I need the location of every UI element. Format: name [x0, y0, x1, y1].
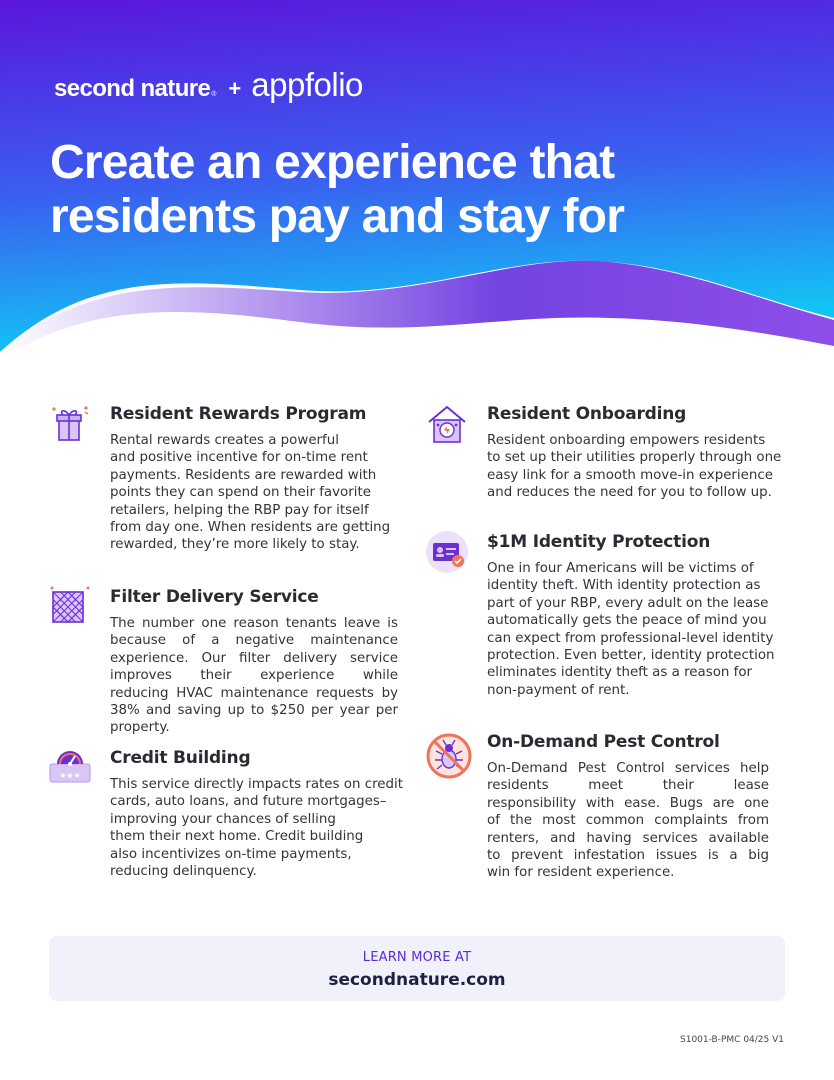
feature-resident-rewards	[48, 402, 418, 562]
appfolio-logo: appfolio	[251, 66, 363, 103]
website-link[interactable]: secondnature.com	[328, 970, 506, 990]
feature-description: Rental rewards creates a powerful and positive incentive for on-time rent payments. Residents are rewarded with points they can spend on their favorite retailers, helping the RBP pay for itself from day one. When residents are getting rewarded, they’re more likely to stay.	[110, 433, 391, 553]
second-nature-logo: second nature	[54, 75, 211, 102]
learn-more-label: LEARN MORE AT	[362, 950, 472, 965]
star-rating-glyphs: ★★★	[59, 771, 81, 780]
feature-description: This service directly impacts rates on credit cards, auto loans, and future mortgages– improving your chances of selling them their next home. Credit building also incentivizes on-time payments, reducing delinquency.	[110, 777, 403, 880]
brand-logos	[54, 66, 363, 104]
gift-icon	[48, 402, 92, 446]
feature-resident-onboarding	[425, 402, 805, 512]
feature-title: On-Demand Pest Control	[487, 732, 720, 752]
headline-line-1: Create an experience that	[50, 136, 615, 189]
feature-title: Resident Onboarding	[487, 404, 687, 424]
feature-pest-control	[425, 730, 805, 890]
headline-line-2: residents pay and stay for	[50, 190, 625, 243]
feature-description: Resident onboarding empowers residents to set up their utilities properly through one easy link for a smooth move-in experience and reduces the need for you to follow up.	[487, 433, 782, 501]
house-utilities-icon	[425, 402, 469, 446]
brand-plus: +	[228, 76, 242, 101]
document-id: S1001-B-PMC 04/25 V1	[680, 1035, 784, 1045]
id-card-check-icon	[425, 530, 469, 574]
feature-filter-delivery	[48, 585, 418, 745]
learn-more-banner	[49, 936, 785, 1001]
air-filter-icon	[48, 585, 92, 629]
no-bugs-icon	[425, 732, 473, 780]
feature-title: Credit Building	[110, 748, 251, 768]
hero-banner	[0, 0, 834, 370]
feature-identity-protection	[425, 530, 805, 710]
feature-title: $1M Identity Protection	[487, 532, 711, 552]
registered-mark: ®	[211, 91, 217, 98]
page-headline	[50, 136, 624, 244]
feature-credit-building	[48, 746, 418, 886]
credit-gauge-icon	[48, 746, 92, 790]
feature-title: Filter Delivery Service	[110, 587, 319, 607]
feature-title: Resident Rewards Program	[110, 404, 367, 424]
feature-description: One in four Americans will be victims of identity theft. With identity protection as part of your RBP, every adult on the lease automatically gets the peace of mind you can expect from professional-level identity protection. Even better, identity protection eliminates identity theft as a reason for non-payment of rent.	[487, 561, 775, 698]
feature-description: The number one reason tenants leave is because of a negative maintenance experience. Our filter delivery service improves their experience while reducing HVAC maintenance requests by 38% and saving up to $250 per year per property.	[110, 616, 398, 736]
feature-description: On-Demand Pest Control services help residents meet their lease responsibility with ease. Bugs are one of the most common complaints from renters, and having services available to prevent infestation issues is a big win for resident experience.	[487, 761, 769, 881]
